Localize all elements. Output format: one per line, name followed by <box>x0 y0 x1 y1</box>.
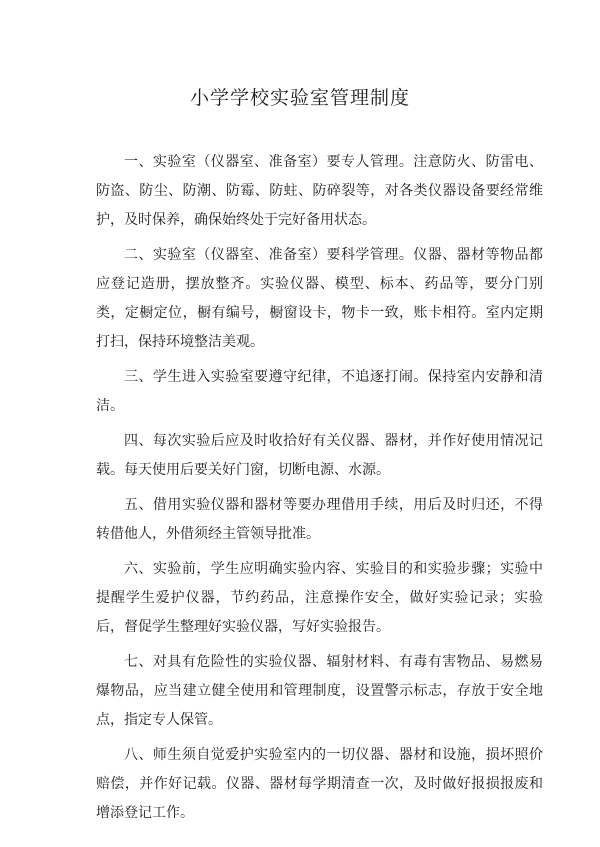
paragraph-6: 六、实验前，学生应明确实验内容、实验目的和实验步骤；实验中提醒学生爱护仪器，节约药品，注意操作安全，做好实验记录；实验后，督促学生整理好实验仪器，写好实验报告。 <box>96 561 543 635</box>
document-title: 小学学校实验室管理制度 <box>189 87 410 109</box>
paragraph-3: 三、学生进入实验室要遵守纪律，不追逐打闹。保持室内安静和清洁。 <box>96 369 543 414</box>
paragraph-2: 二、实验室（仪器室、准备室）要科学管理。仪器、器材等物品都应登记造册，摆放整齐。实验仪器、模型、标本、药品等，要分门别类，定橱定位，橱有编号，橱窗设卡，物卡一致，账卡相符。室内定期打扫，保持环境整洁美观。 <box>96 247 543 350</box>
paragraph-7: 七、对具有危险性的实验仪器、辐射材料、有毒有害物品、易燃易爆物品，应当建立健全使用和管理制度，设置警示标志，存放于安全地点，指定专人保管。 <box>96 654 543 728</box>
paragraph-8: 八、师生须自觉爱护实验室内的一切仪器、器材和设施，损坏照价赔偿，并作好记载。仪器、器材每学期清查一次，及时做好报损报废和增添登记工作。 <box>96 747 543 821</box>
paragraph-5: 五、借用实验仪器和器材等要办理借用手续，用后及时归还，不得转借他人，外借须经主管领导批准。 <box>96 497 543 542</box>
paragraph-4: 四、每次实验后应及时收拾好有关仪器、器材，并作好使用情况记载。每天使用后要关好门窗，切断电源、水源。 <box>96 433 543 478</box>
paragraph-1: 一、实验室（仪器室、准备室）要专人管理。注意防火、防雷电、防盗、防尘、防潮、防霉、防蛀、防碎裂等，对各类仪器设备要经常维护，及时保养，确保始终处于完好备用状态。 <box>96 154 543 228</box>
document-body <box>96 148 543 834</box>
